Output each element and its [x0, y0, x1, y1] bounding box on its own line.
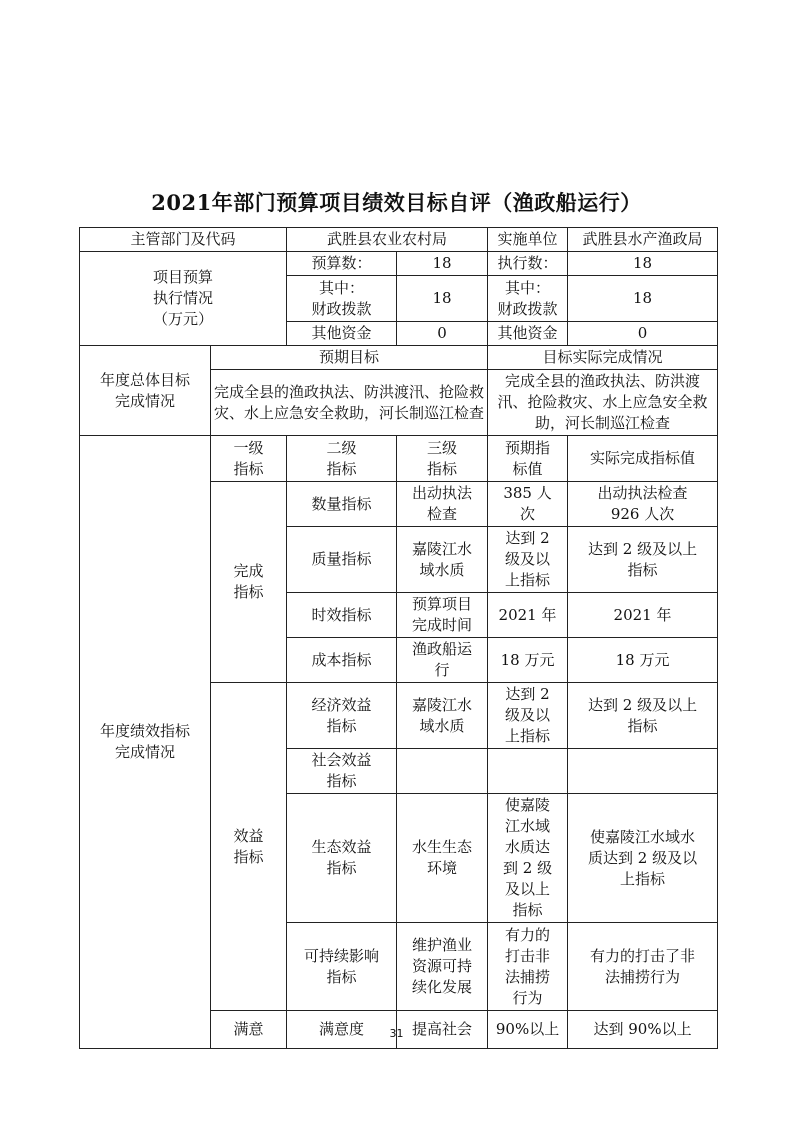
benefit-indicator-label: 效益 指标: [211, 683, 287, 1011]
performance-table: [79, 227, 718, 1049]
level2-cell: 时效指标: [287, 593, 397, 638]
actual-value-cell: 18 万元: [568, 638, 718, 683]
level2-cell: 质量指标: [287, 527, 397, 593]
budget-value: 18: [397, 252, 488, 276]
level2-cell: 成本指标: [287, 638, 397, 683]
budget-section-label: 项目预算 执行情况 （万元）: [80, 252, 287, 346]
actual-value-cell: 达到 90%以上: [568, 1011, 718, 1049]
level3-cell: 预算项目 完成时间: [397, 593, 488, 638]
level1-header: 一级 指标: [211, 436, 287, 482]
indicator-section-label: 年度绩效指标 完成情况: [80, 436, 211, 1049]
expected-value-header: 预期指 标值: [488, 436, 568, 482]
actual-value-cell: 达到 2 级及以上 指标: [568, 527, 718, 593]
budget-row: [80, 252, 718, 276]
fiscal-label: 其中： 财政拨款: [287, 276, 397, 322]
dept-value: 武胜县农业农村局: [287, 228, 488, 252]
level3-cell: 嘉陵江水 域水质: [397, 683, 488, 749]
other-exec-label: 其他资金: [488, 322, 568, 346]
actual-goal-header: 目标实际完成情况: [488, 346, 718, 370]
level3-cell: 嘉陵江水 域水质: [397, 527, 488, 593]
expected-value-cell: 有力的 打击非 法捕捞 行为: [488, 923, 568, 1011]
expected-value-cell: [488, 749, 568, 794]
expected-value-cell: 18 万元: [488, 638, 568, 683]
level2-header: 二级 指标: [287, 436, 397, 482]
level3-cell: 维护渔业 资源可持 续化发展: [397, 923, 488, 1011]
fiscal-exec-value: 18: [568, 276, 718, 322]
actual-value-cell: 2021 年: [568, 593, 718, 638]
level3-cell: 水生生态 环境: [397, 794, 488, 923]
fiscal-exec-label: 其中： 财政拨款: [488, 276, 568, 322]
impl-value: 武胜县水产渔政局: [568, 228, 718, 252]
actual-value-cell: 使嘉陵江水域水 质达到 2 级及以 上指标: [568, 794, 718, 923]
other-exec-value: 0: [568, 322, 718, 346]
expected-goal-header: 预期目标: [211, 346, 488, 370]
level3-cell: 出动执法 检查: [397, 482, 488, 527]
level3-cell: 提高社会: [397, 1011, 488, 1049]
exec-label: 执行数：: [488, 252, 568, 276]
fiscal-value: 18: [397, 276, 488, 322]
expected-value-cell: 385 人 次: [488, 482, 568, 527]
level3-cell: [397, 749, 488, 794]
indicator-header-row: [80, 436, 718, 482]
level3-cell: 渔政船运 行: [397, 638, 488, 683]
level2-cell: 经济效益 指标: [287, 683, 397, 749]
other-label: 其他资金: [287, 322, 397, 346]
actual-value-cell: [568, 749, 718, 794]
page-title: 2021年部门预算项目绩效目标自评（渔政船运行）: [151, 190, 642, 215]
budget-label: 预算数：: [287, 252, 397, 276]
expected-goal-text: 完成全县的渔政执法、防洪渡汛、抢险救灾、水上应急安全救助，河长制巡江检查: [211, 370, 488, 436]
page-number: 31: [389, 1027, 404, 1040]
expected-value-cell: 达到 2 级及以 上指标: [488, 683, 568, 749]
expected-value-cell: 2021 年: [488, 593, 568, 638]
level3-header: 三级 指标: [397, 436, 488, 482]
actual-value-cell: 有力的打击了非 法捕捞行为: [568, 923, 718, 1011]
actual-value-header: 实际完成指标值: [568, 436, 718, 482]
header-row: [80, 228, 718, 252]
overall-label: 年度总体目标 完成情况: [80, 346, 211, 436]
level2-cell: 社会效益 指标: [287, 749, 397, 794]
overall-header-row: [80, 346, 718, 370]
other-value: 0: [397, 322, 488, 346]
satisfaction-indicator-label: 满意: [211, 1011, 287, 1049]
dept-label: 主管部门及代码: [80, 228, 287, 252]
expected-value-cell: 90%以上: [488, 1011, 568, 1049]
level2-cell: 满意度: [287, 1011, 397, 1049]
actual-value-cell: 出动执法检查 926 人次: [568, 482, 718, 527]
completion-indicator-label: 完成 指标: [211, 482, 287, 683]
level2-cell: 生态效益 指标: [287, 794, 397, 923]
expected-value-cell: 达到 2 级及以 上指标: [488, 527, 568, 593]
actual-goal-text: 完成全县的渔政执法、防洪渡汛、抢险救灾、水上应急安全救助，河长制巡江检查: [488, 370, 718, 436]
actual-value-cell: 达到 2 级及以上 指标: [568, 683, 718, 749]
level2-cell: 可持续影响 指标: [287, 923, 397, 1011]
exec-value: 18: [568, 252, 718, 276]
level2-cell: 数量指标: [287, 482, 397, 527]
expected-value-cell: 使嘉陵 江水域 水质达 到 2 级 及以上 指标: [488, 794, 568, 923]
impl-label: 实施单位: [488, 228, 568, 252]
